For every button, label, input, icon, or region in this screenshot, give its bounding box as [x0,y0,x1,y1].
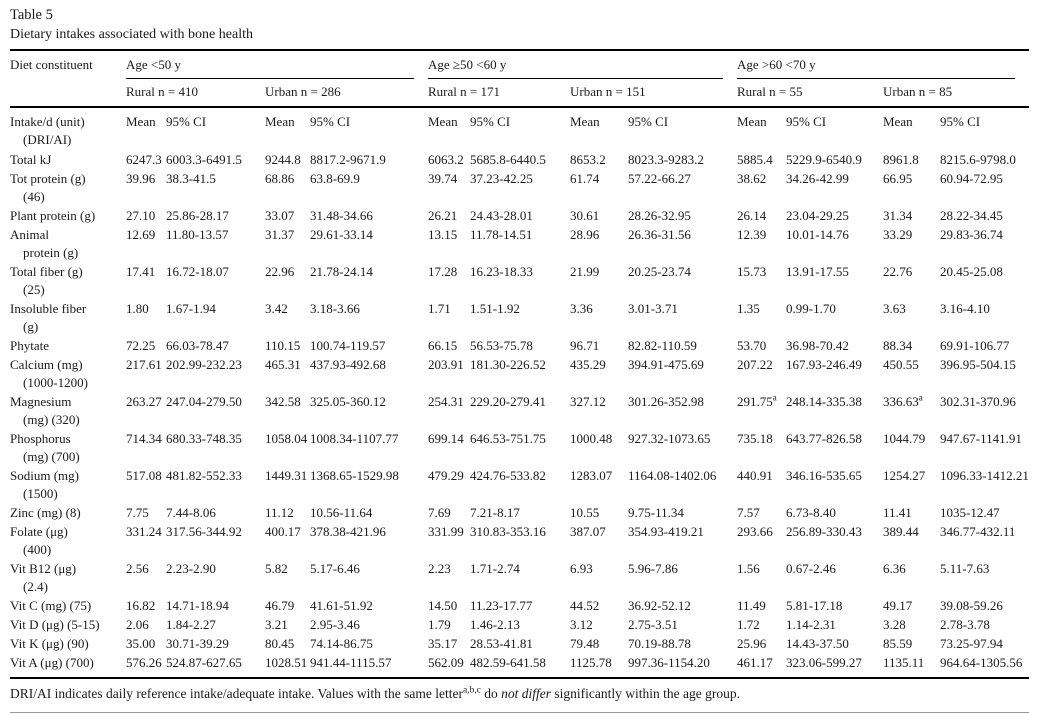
mean-cell: 1254.27 [883,468,926,483]
ci-cell: 524.87-627.65 [166,655,242,670]
ci-cell: 1008.34-1107.77 [310,431,399,446]
ci-cell: 247.04-279.50 [166,394,242,409]
mean-cell: 88.34 [883,338,913,353]
table-label: Table 5 [10,7,53,23]
mean-cell: 79.48 [570,636,600,651]
ci-cell: 21.78-24.14 [310,264,373,279]
mean-cell: 85.59 [883,636,913,651]
ci-cell: 346.77-432.11 [940,524,1016,539]
mean-cell: 80.45 [265,636,295,651]
mean-cell: 72.25 [126,338,156,353]
ci-header: 95% CI [310,114,351,129]
ci-cell: 5.11-7.63 [940,561,990,576]
row-label: Total fiber (g) (25) [10,264,83,297]
mean-cell: 17.41 [126,264,156,279]
stat-header-row [10,107,1029,151]
row-label: Sodium (mg) (1500) [10,468,79,501]
ci-cell: 1035-12.47 [940,505,1000,520]
mean-cell: 11.49 [737,598,766,613]
location-header-row [10,79,1029,107]
mean-cell: 461.17 [737,655,773,670]
mean-cell: 440.91 [737,468,773,483]
row-label: Insoluble fiber (g) [10,301,87,334]
ci-cell: 1.46-2.13 [470,617,520,632]
ci-cell: 70.19-88.78 [628,636,691,651]
mean-cell: 2.06 [126,617,149,632]
mean-cell: 735.18 [737,431,773,446]
ci-cell: 57.22-66.27 [628,171,691,186]
group2-urban-header: Urban n = 151 [570,79,737,107]
mean-cell: 400.17 [265,524,301,539]
row-label: Zinc (mg) (8) [10,505,81,520]
table-row [10,263,1029,300]
ci-cell: 16.23-18.33 [470,264,533,279]
intake-unit-line1: Intake/d (unit) [10,114,85,129]
footnote-italic: not differ [501,686,552,701]
ci-cell: 24.43-28.01 [470,208,533,223]
footnote-superscript: a,b,c [462,685,481,696]
mean-cell: 1.79 [428,617,451,632]
mean-cell: 28.96 [570,227,600,242]
mean-header: Mean [428,114,458,129]
ci-cell: 23.04-29.25 [786,208,849,223]
mean-cell: 331.99 [428,524,464,539]
mean-cell: 517.08 [126,468,162,483]
mean-cell: 38.62 [737,171,767,186]
ci-cell: 7.21-8.17 [470,505,520,520]
ci-cell: 8023.3-9283.2 [628,152,704,167]
row-label: Animal protein (g) [10,227,79,260]
group1-rural-header: Rural n = 410 [126,79,265,107]
ci-cell: 181.30-226.52 [470,357,546,372]
mean-cell: 39.96 [126,171,156,186]
mean-cell: 203.91 [428,357,464,372]
ci-cell: 16.72-18.07 [166,264,229,279]
mean-cell: 35.00 [126,636,156,651]
table-row [10,597,1029,616]
mean-cell: 450.55 [883,357,919,372]
mean-cell: 11.41 [883,505,912,520]
ci-cell: 5229.9-6540.9 [786,152,862,167]
age-group-header-row [10,50,1029,79]
ci-cell: 646.53-751.75 [470,431,546,446]
ci-cell: 7.44-8.06 [166,505,216,520]
mean-cell: 1135.11 [883,655,925,670]
ci-cell: 66.03-78.47 [166,338,229,353]
table-row [10,226,1029,263]
ci-cell: 5685.8-6440.5 [470,152,546,167]
ci-cell: 37.23-42.25 [470,171,533,186]
mean-cell: 1.80 [126,301,149,316]
table-row [10,151,1029,170]
ci-cell: 39.08-59.26 [940,598,1003,613]
ci-cell: 1.71-2.74 [470,561,520,576]
age-group-2-label: Age ≥50 <60 y [428,56,723,79]
ci-cell: 5.96-7.86 [628,561,678,576]
mean-cell: 13.15 [428,227,458,242]
row-label: Vit A (μg) (700) [10,655,94,670]
mean-cell: 8961.8 [883,152,919,167]
mean-cell: 31.34 [883,208,913,223]
age-group-1-header-cell [126,50,428,79]
mean-cell: 207.22 [737,357,773,372]
ci-cell: 1368.65-1529.98 [310,468,399,483]
group1-urban-header: Urban n = 286 [265,79,428,107]
ci-cell: 256.89-330.43 [786,524,862,539]
mean-cell: 6.36 [883,561,906,576]
mean-cell: 3.36 [570,301,593,316]
age-group-3-label: Age >60 <70 y [737,56,1015,79]
row-label: Vit C (mg) (75) [10,598,92,613]
ci-cell: 354.93-419.21 [628,524,704,539]
ci-cell: 14.43-37.50 [786,636,849,651]
mean-cell: 1283.07 [570,468,613,483]
mean-cell: 39.74 [428,171,458,186]
mean-cell: 12.39 [737,227,767,242]
mean-cell: 6.93 [570,561,593,576]
intake-unit-header [10,107,126,151]
mean-cell: 1000.48 [570,431,613,446]
mean-cell: 110.15 [265,338,301,353]
ci-cell: 10.56-11.64 [310,505,373,520]
mean-cell: 342.58 [265,394,301,409]
table-caption: Dietary intakes associated with bone health [10,27,253,42]
mean-cell: 291.75$^a$ [737,392,777,409]
mean-cell: 31.37 [265,227,295,242]
diet-constituent-header: Diet constituent [10,50,126,107]
table-row [10,170,1029,207]
ci-cell: 947.67-1141.91 [940,431,1022,446]
ci-cell: 73.25-97.94 [940,636,1003,651]
ci-cell: 20.25-23.74 [628,264,691,279]
mean-cell: 387.07 [570,524,606,539]
mean-header: Mean [570,114,600,129]
ci-cell: 30.71-39.29 [166,636,229,651]
ci-cell: 28.22-34.45 [940,208,1003,223]
mean-cell: 576.26 [126,655,162,670]
mean-cell: 44.52 [570,598,600,613]
mean-cell: 30.61 [570,208,600,223]
ci-cell: 2.75-3.51 [628,617,678,632]
mean-cell: 33.07 [265,208,295,223]
mean-cell: 6063.2 [428,152,464,167]
mean-cell: 5.82 [265,561,288,576]
mean-cell: 1.72 [737,617,760,632]
mean-cell: 66.95 [883,171,913,186]
mean-cell: 16.82 [126,598,156,613]
mean-cell: 3.63 [883,301,906,316]
ci-cell: 346.16-535.65 [786,468,862,483]
mean-cell: 336.63$^a$ [883,392,923,409]
group3-rural-header: Rural n = 55 [737,79,883,107]
mean-cell: 61.74 [570,171,600,186]
ci-cell: 74.14-86.75 [310,636,373,651]
ci-cell: 1096.33-1412.21 [940,468,1029,483]
ci-cell: 424.76-533.82 [470,468,546,483]
ci-cell: 1.67-1.94 [166,301,216,316]
ci-cell: 28.26-32.95 [628,208,691,223]
table-row [10,635,1029,654]
footnote-text-1: DRI/AI indicates daily reference intake/adequate intake. Values with the same letter [10,686,463,701]
ci-cell: 9.75-11.34 [628,505,684,520]
ci-cell: 323.06-599.27 [786,655,862,670]
mean-cell: 2.56 [126,561,149,576]
table-row [10,337,1029,356]
ci-cell: 680.33-748.35 [166,431,242,446]
mean-cell: 17.28 [428,264,458,279]
ci-cell: 997.36-1154.20 [628,655,710,670]
mean-cell: 3.28 [883,617,906,632]
table-row [10,300,1029,337]
table-row [10,467,1029,504]
table-row [10,616,1029,635]
ci-cell: 20.45-25.08 [940,264,1003,279]
mean-cell: 331.24 [126,524,162,539]
mean-cell: 5885.4 [737,152,773,167]
age-group-2-header-cell [428,50,737,79]
mean-cell: 263.27 [126,394,162,409]
mean-cell: 389.44 [883,524,919,539]
mean-cell: 1125.78 [570,655,612,670]
ci-cell: 2.78-3.78 [940,617,990,632]
ci-cell: 5.17-6.46 [310,561,360,576]
table-footnote [10,679,1029,713]
mean-cell: 1058.04 [265,431,308,446]
ci-cell: 41.61-51.92 [310,598,373,613]
ci-cell: 437.93-492.68 [310,357,386,372]
intake-unit-line2: (DRI/AI) [23,132,72,147]
ci-cell: 3.18-3.66 [310,301,360,316]
ci-cell: 11.23-17.77 [470,598,533,613]
mean-cell: 49.17 [883,598,913,613]
ci-cell: 69.91-106.77 [940,338,1010,353]
ci-header: 95% CI [628,114,669,129]
table-row [10,430,1029,467]
mean-cell: 479.29 [428,468,464,483]
row-label: Calcium (mg) (1000-1200) [10,357,88,390]
ci-cell: 31.48-34.66 [310,208,373,223]
ci-cell: 60.94-72.95 [940,171,1003,186]
row-label: Phytate [10,338,49,353]
row-label: Vit B12 (μg) (2.4) [10,561,77,594]
ci-cell: 3.01-3.71 [628,301,678,316]
mean-cell: 46.79 [265,598,295,613]
ci-cell: 941.44-1115.57 [310,655,392,670]
ci-cell: 36.98-70.42 [786,338,849,353]
ci-cell: 1164.08-1402.06 [628,468,717,483]
mean-cell: 15.73 [737,264,767,279]
ci-cell: 927.32-1073.65 [628,431,711,446]
ci-cell: 964.64-1305.56 [940,655,1023,670]
ci-cell: 82.82-110.59 [628,338,697,353]
ci-cell: 6.73-8.40 [786,505,836,520]
ci-cell: 29.83-36.74 [940,227,1003,242]
mean-cell: 435.29 [570,357,606,372]
row-label: Vit D (μg) (5-15) [10,617,100,632]
table-row [10,393,1029,430]
ci-cell: 14.71-18.94 [166,598,229,613]
ci-cell: 11.78-14.51 [470,227,533,242]
age-group-3-header-cell [737,50,1029,79]
table-row [10,523,1029,560]
ci-cell: 11.80-13.57 [166,227,229,242]
footnote-text-3: significantly within the age group. [551,686,740,701]
mean-cell: 68.86 [265,171,295,186]
dietary-intakes-table [10,49,1029,679]
mean-cell: 2.23 [428,561,451,576]
ci-header: 95% CI [166,114,207,129]
ci-cell: 1.84-2.27 [166,617,216,632]
ci-cell: 248.14-335.38 [786,394,862,409]
footnote-text-2: do [480,686,502,701]
table-row [10,356,1029,393]
title-block [10,6,1029,44]
mean-header: Mean [883,114,913,129]
row-label: Vit K (μg) (90) [10,636,89,651]
mean-cell: 562.09 [428,655,464,670]
row-label: Folate (μg) (400) [10,524,68,557]
ci-cell: 2.23-2.90 [166,561,216,576]
mean-cell: 465.31 [265,357,301,372]
mean-cell: 1044.79 [883,431,926,446]
ci-cell: 26.36-31.56 [628,227,691,242]
mean-header: Mean [737,114,767,129]
ci-cell: 3.16-4.10 [940,301,990,316]
table-row [10,207,1029,226]
ci-cell: 2.95-3.46 [310,617,360,632]
mean-cell: 22.96 [265,264,295,279]
mean-cell: 1.56 [737,561,760,576]
ci-cell: 1.51-1.92 [470,301,520,316]
mean-cell: 293.66 [737,524,773,539]
ci-cell: 8215.6-9798.0 [940,152,1016,167]
ci-cell: 167.93-246.49 [786,357,862,372]
mean-cell: 7.69 [428,505,451,520]
ci-cell: 36.92-52.12 [628,598,691,613]
ci-cell: 10.01-14.76 [786,227,849,242]
ci-cell: 482.59-641.58 [470,655,546,670]
mean-cell: 327.12 [570,394,606,409]
mean-cell: 7.57 [737,505,760,520]
ci-cell: 8817.2-9671.9 [310,152,386,167]
ci-cell: 29.61-33.14 [310,227,373,242]
mean-cell: 3.42 [265,301,288,316]
ci-cell: 0.67-2.46 [786,561,836,576]
ci-cell: 56.53-75.78 [470,338,533,353]
ci-cell: 229.20-279.41 [470,394,546,409]
table-body [10,151,1029,678]
ci-cell: 317.56-344.92 [166,524,242,539]
table-row [10,560,1029,597]
mean-cell: 1.35 [737,301,760,316]
row-label: Tot protein (g) (46) [10,171,86,204]
ci-cell: 302.31-370.96 [940,394,1016,409]
mean-cell: 14.50 [428,598,458,613]
mean-cell: 96.71 [570,338,600,353]
mean-cell: 22.76 [883,264,913,279]
ci-cell: 25.86-28.17 [166,208,229,223]
mean-cell: 7.75 [126,505,149,520]
mean-cell: 53.70 [737,338,767,353]
ci-cell: 0.99-1.70 [786,301,836,316]
mean-cell: 9244.8 [265,152,301,167]
mean-cell: 714.34 [126,431,162,446]
mean-cell: 26.14 [737,208,767,223]
ci-header: 95% CI [786,114,827,129]
ci-cell: 301.26-352.98 [628,394,704,409]
row-label: Total kJ [10,152,52,167]
mean-cell: 12.69 [126,227,156,242]
ci-cell: 394.91-475.69 [628,357,704,372]
ci-cell: 6003.3-6491.5 [166,152,242,167]
mean-header: Mean [265,114,295,129]
row-label: Magnesium (mg) (320) [10,394,80,427]
ci-cell: 310.83-353.16 [470,524,546,539]
group3-urban-header: Urban n = 85 [883,79,1029,107]
mean-cell: 254.31 [428,394,464,409]
mean-header: Mean [126,114,156,129]
ci-cell: 643.77-826.58 [786,431,862,446]
ci-cell: 63.8-69.9 [310,171,360,186]
mean-cell: 1.71 [428,301,451,316]
ci-cell: 100.74-119.57 [310,338,386,353]
row-label: Phosphorus (mg) (700) [10,431,80,464]
mean-cell: 3.12 [570,617,593,632]
ci-cell: 34.26-42.99 [786,171,849,186]
mean-cell: 25.96 [737,636,767,651]
group2-rural-header: Rural n = 171 [428,79,570,107]
ci-cell: 1.14-2.31 [786,617,836,632]
ci-header: 95% CI [470,114,511,129]
mean-cell: 6247.3 [126,152,162,167]
row-label: Plant protein (g) [10,208,96,223]
mean-cell: 699.14 [428,431,464,446]
mean-cell: 26.21 [428,208,458,223]
ci-cell: 202.99-232.23 [166,357,242,372]
ci-cell: 13.91-17.55 [786,264,849,279]
mean-cell: 217.61 [126,357,162,372]
mean-cell: 1449.31 [265,468,308,483]
table-row [10,504,1029,523]
mean-cell: 21.99 [570,264,600,279]
ci-cell: 378.38-421.96 [310,524,386,539]
mean-cell: 1028.51 [265,655,308,670]
ci-cell: 38.3-41.5 [166,171,216,186]
mean-cell: 3.21 [265,617,288,632]
mean-cell: 35.17 [428,636,458,651]
mean-cell: 66.15 [428,338,458,353]
mean-cell: 27.10 [126,208,156,223]
ci-cell: 396.95-504.15 [940,357,1016,372]
mean-cell: 33.29 [883,227,913,242]
mean-cell: 11.12 [265,505,294,520]
ci-header: 95% CI [940,114,981,129]
ci-cell: 5.81-17.18 [786,598,843,613]
age-group-1-label: Age <50 y [126,56,414,79]
mean-cell: 8653.2 [570,152,606,167]
ci-cell: 325.05-360.12 [310,394,386,409]
ci-cell: 481.82-552.33 [166,468,242,483]
ci-cell: 28.53-41.81 [470,636,533,651]
table-row [10,654,1029,678]
mean-cell: 10.55 [570,505,600,520]
